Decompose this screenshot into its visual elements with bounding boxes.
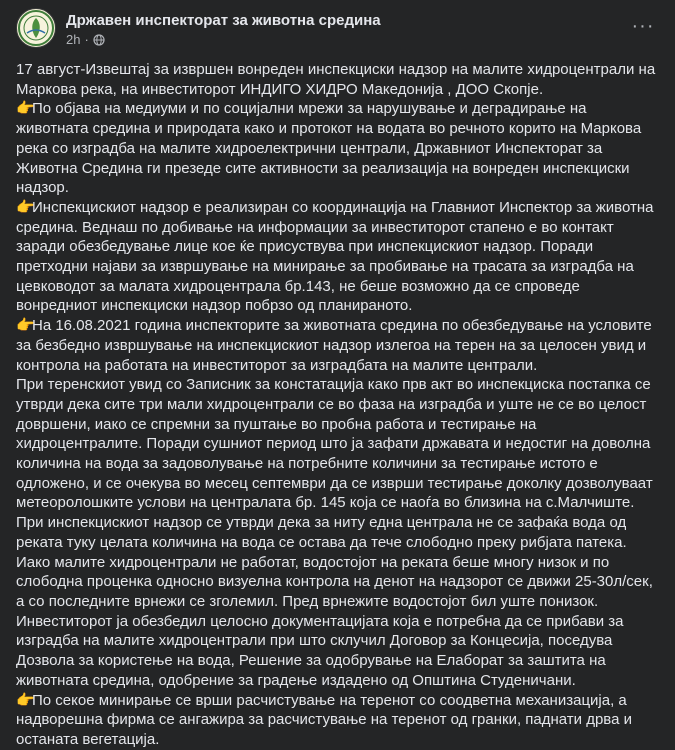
post-meta: [66, 32, 105, 47]
post-header: [16, 8, 659, 52]
post-paragraph: 👉По секое минирање се врши расчистување на теренот со соодветна механизација, а надворешна фирма се ангажира за расчистување на теренот од гранки, паднати дрва и останата вегетација.: [16, 691, 632, 748]
pointing-hand-icon: 👉: [16, 198, 35, 216]
post-paragraph: 👉По објава на медиуми и по социјални мрежи за нарушување и деградирање на животната средина и природата како и протокот на водата во речното корито на Маркова река со изградба на малите хидроелектрични централи, Државниот Инспекторат за Животна Средина ги презеде сите активности за реализација на вонреден инспекциски надзор.: [16, 100, 642, 197]
pointing-hand-icon: 👉: [16, 100, 35, 118]
post-paragraph: 17 август-Извештај за извршен вонреден инспекциски надзор на малите хидроцентрали на Маркова река, на инвеститорот ИНДИГО ХИДРО Македонија , ДОО Скопје.: [16, 61, 656, 98]
pointing-hand-icon: 👉: [16, 317, 35, 335]
post-paragraph: 👉Инспекцискиот надзор е реализиран со координација на Главниот Инспектор за животна средина. Веднаш по добивање на информации за инвеститорот стапено е во контакт заради обезбедување лице кое ќе присуствува при инспекцискиот надзор. Поради претходни најави за извршување на минирање за пробивање на трасата за изградба на цевководот за малата хидроцентрала бр.143, не беше возможно да се спроведе вонредниот инспекциски надзор побрзо од планираното.: [16, 198, 654, 315]
post-body: [16, 60, 659, 750]
page-avatar[interactable]: [16, 8, 56, 48]
globe-icon[interactable]: [93, 34, 105, 46]
post-paragraph: При теренскиот увид со Записник за констатација како прв акт во инспекциска постапка се утврди дека сите три мали хидроцентрали се во фаза на изградба и уште не се во целост довршени, иако се спремни за пуштање во пробна работа и тестирање на хидроцентралите. Поради сушниот период што ја зафати државата и недостиг на доволна количина на вода за задоволување на потребните количини за тестирање истото е одложено, и се очекува во месец септември да се изврши тестирање доколку дозволуваат метеоролошките услови на централата бр. 145 која се наоѓа во близина на с.Малчиште.: [16, 376, 653, 512]
post-time[interactable]: 2h: [66, 32, 81, 47]
page-name[interactable]: Државен инспекторат за животна средина: [66, 12, 381, 29]
meta-separator: ·: [84, 32, 89, 47]
more-options-icon[interactable]: ···: [631, 14, 655, 37]
post-paragraph: При инспекцискиот надзор се утврди дека за ниту една централа не се зафаќа вода од реката туку целата количина на вода се остава да тече слободно преку рибјата патека.: [16, 514, 627, 551]
post-paragraph: 👉На 16.08.2021 година инспекторите за животната средина по обезбедување на условите за безбедно извршување на инспекцискиот надзор излегоа на терен на за целосен увид и контрола на работата на инвеститорот за изградбата на малите централи.: [16, 317, 652, 374]
post-paragraph: Инвеститорот ја обезбедил целосно документацијата која е потребна да се прибави за изградба на малите хидроцентрали при што склучил Договор за Концесија, поседува Дозвола за користење на вода, Решение за одобрување на Елаборат за заштита на животната средина, одобрение за градење издадено од Општина Студеничани.: [16, 612, 624, 689]
post-paragraph: Иако малите хидроцентрали не работат, водостојот на реката беше многу низок и по слободна проценка односно визуелна контрола на денот на надзорот се движи 25-30л/сек, а со последните врнежи се зголемил. Пред врнежите водостојот бил уште понизок.: [16, 553, 653, 610]
pointing-hand-icon: 👉: [16, 691, 35, 709]
logo-icon: [17, 9, 55, 47]
